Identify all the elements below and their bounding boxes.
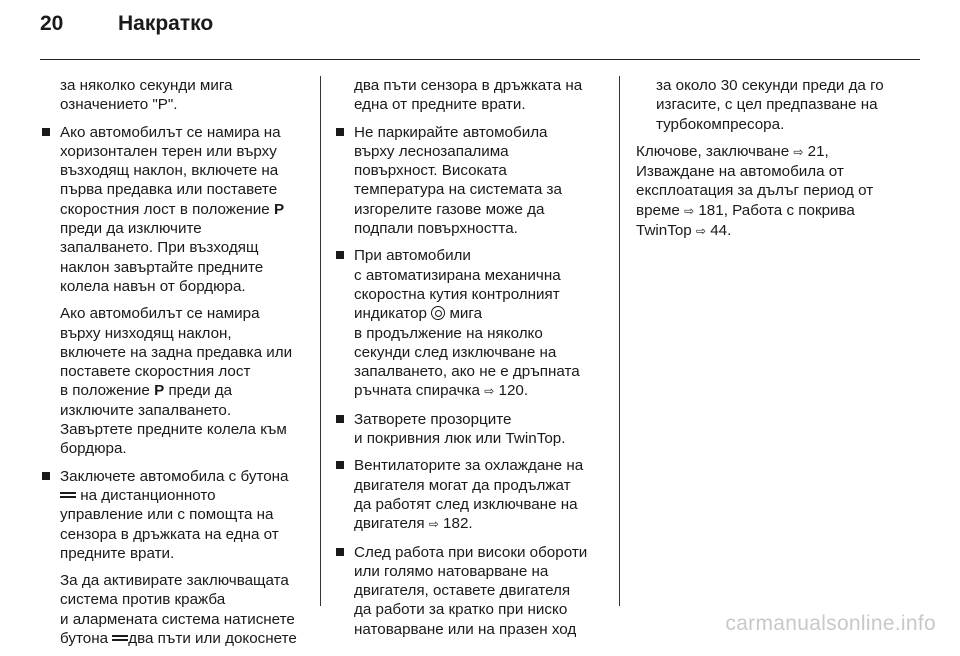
- bullet-item: Ако автомобилът се намира на хоризонтален терен или върху възходящ наклон, включете на първа предавка или поставете скоростния лост в положение P преди да изключите запалването. При възходящ наклон завъртайте предните колела навън от бордюра.: [40, 123, 308, 297]
- bullet-icon: [336, 251, 344, 259]
- bullet-item: Вентилаторите за охлаждане на двигателя могат да продължат да работят след изключване на двигателя ⇨ 182.: [334, 456, 606, 534]
- paragraph: за около 30 секунди преди да го изгасите, с цел предпазване на турбокомпресора.: [656, 77, 884, 133]
- bullet-icon: [336, 128, 344, 136]
- column-divider: [619, 76, 620, 606]
- page-reference-arrow-icon: ⇨: [684, 203, 695, 218]
- column-divider: [320, 76, 321, 606]
- bullet-icon: [42, 472, 50, 480]
- bullet-icon: [336, 548, 344, 556]
- page-reference-arrow-icon: ⇨: [428, 517, 439, 532]
- page-title: Накратко: [118, 12, 214, 35]
- remote-key-icon: [112, 634, 128, 642]
- paragraph: за няколко секунди мига означението "P".: [60, 77, 233, 114]
- column-3: [636, 76, 926, 249]
- header-rule: [40, 59, 920, 60]
- paragraph: два пъти сензора в дръжката на една от предните врати.: [354, 77, 583, 114]
- page-reference-arrow-icon: ⇨: [793, 144, 804, 159]
- paragraph: Ако автомобилът се намира върху низходящ наклон, включете на задна предавка или поставете скоростния лост в положение P преди да изключите запалването. Завъртете предните колела към бордюра.: [60, 305, 293, 458]
- remote-key-icon: [60, 491, 76, 499]
- bullet-item: Заключете автомобила с бутона на дистанционното управление или с помощта на сензора в дръжката на една от предните врати.: [40, 467, 308, 563]
- bullet-icon: [336, 461, 344, 469]
- page-number: 20: [40, 12, 64, 35]
- bullet-item: При автомобили с автоматизирана механична скоростна кутия контролният индикатор мига в продължение на няколко секунди след изключване на запалването, ако не е дръпната ръчната спирачка ⇨ 120.: [334, 246, 606, 401]
- page-header: [40, 12, 213, 52]
- cross-reference-paragraph: Ключове, заключване ⇨ 21, Изваждане на автомобила от експлоатация за дълъг период от време ⇨ 181, Работа с покрива TwinTop ⇨ 44.: [636, 142, 926, 241]
- watermark: carmanualsonline.info: [725, 612, 936, 635]
- bullet-item: След работа при високи обороти или голямо натоварване на двигателя, оставете двигателя да работи за кратко при ниско натоварване или на празен ход: [334, 543, 606, 639]
- control-indicator-icon: [431, 306, 445, 320]
- page-reference-arrow-icon: ⇨: [695, 224, 706, 239]
- column-2: [334, 76, 606, 647]
- bullet-item: Затворете прозорците и покривния люк или TwinTop.: [334, 410, 606, 449]
- paragraph: За да активирате заключващата система против кражба и алармената система натиснете бутона два пъти или докоснете: [60, 572, 297, 648]
- bullet-item: Не паркирайте автомобила върху леснозапалима повърхност. Високата температура на системата за изгорелите газове може да подпали повърхността.: [334, 123, 606, 239]
- page-reference-arrow-icon: ⇨: [484, 384, 495, 399]
- bullet-icon: [42, 128, 50, 136]
- column-1: [40, 76, 308, 656]
- bullet-icon: [336, 415, 344, 423]
